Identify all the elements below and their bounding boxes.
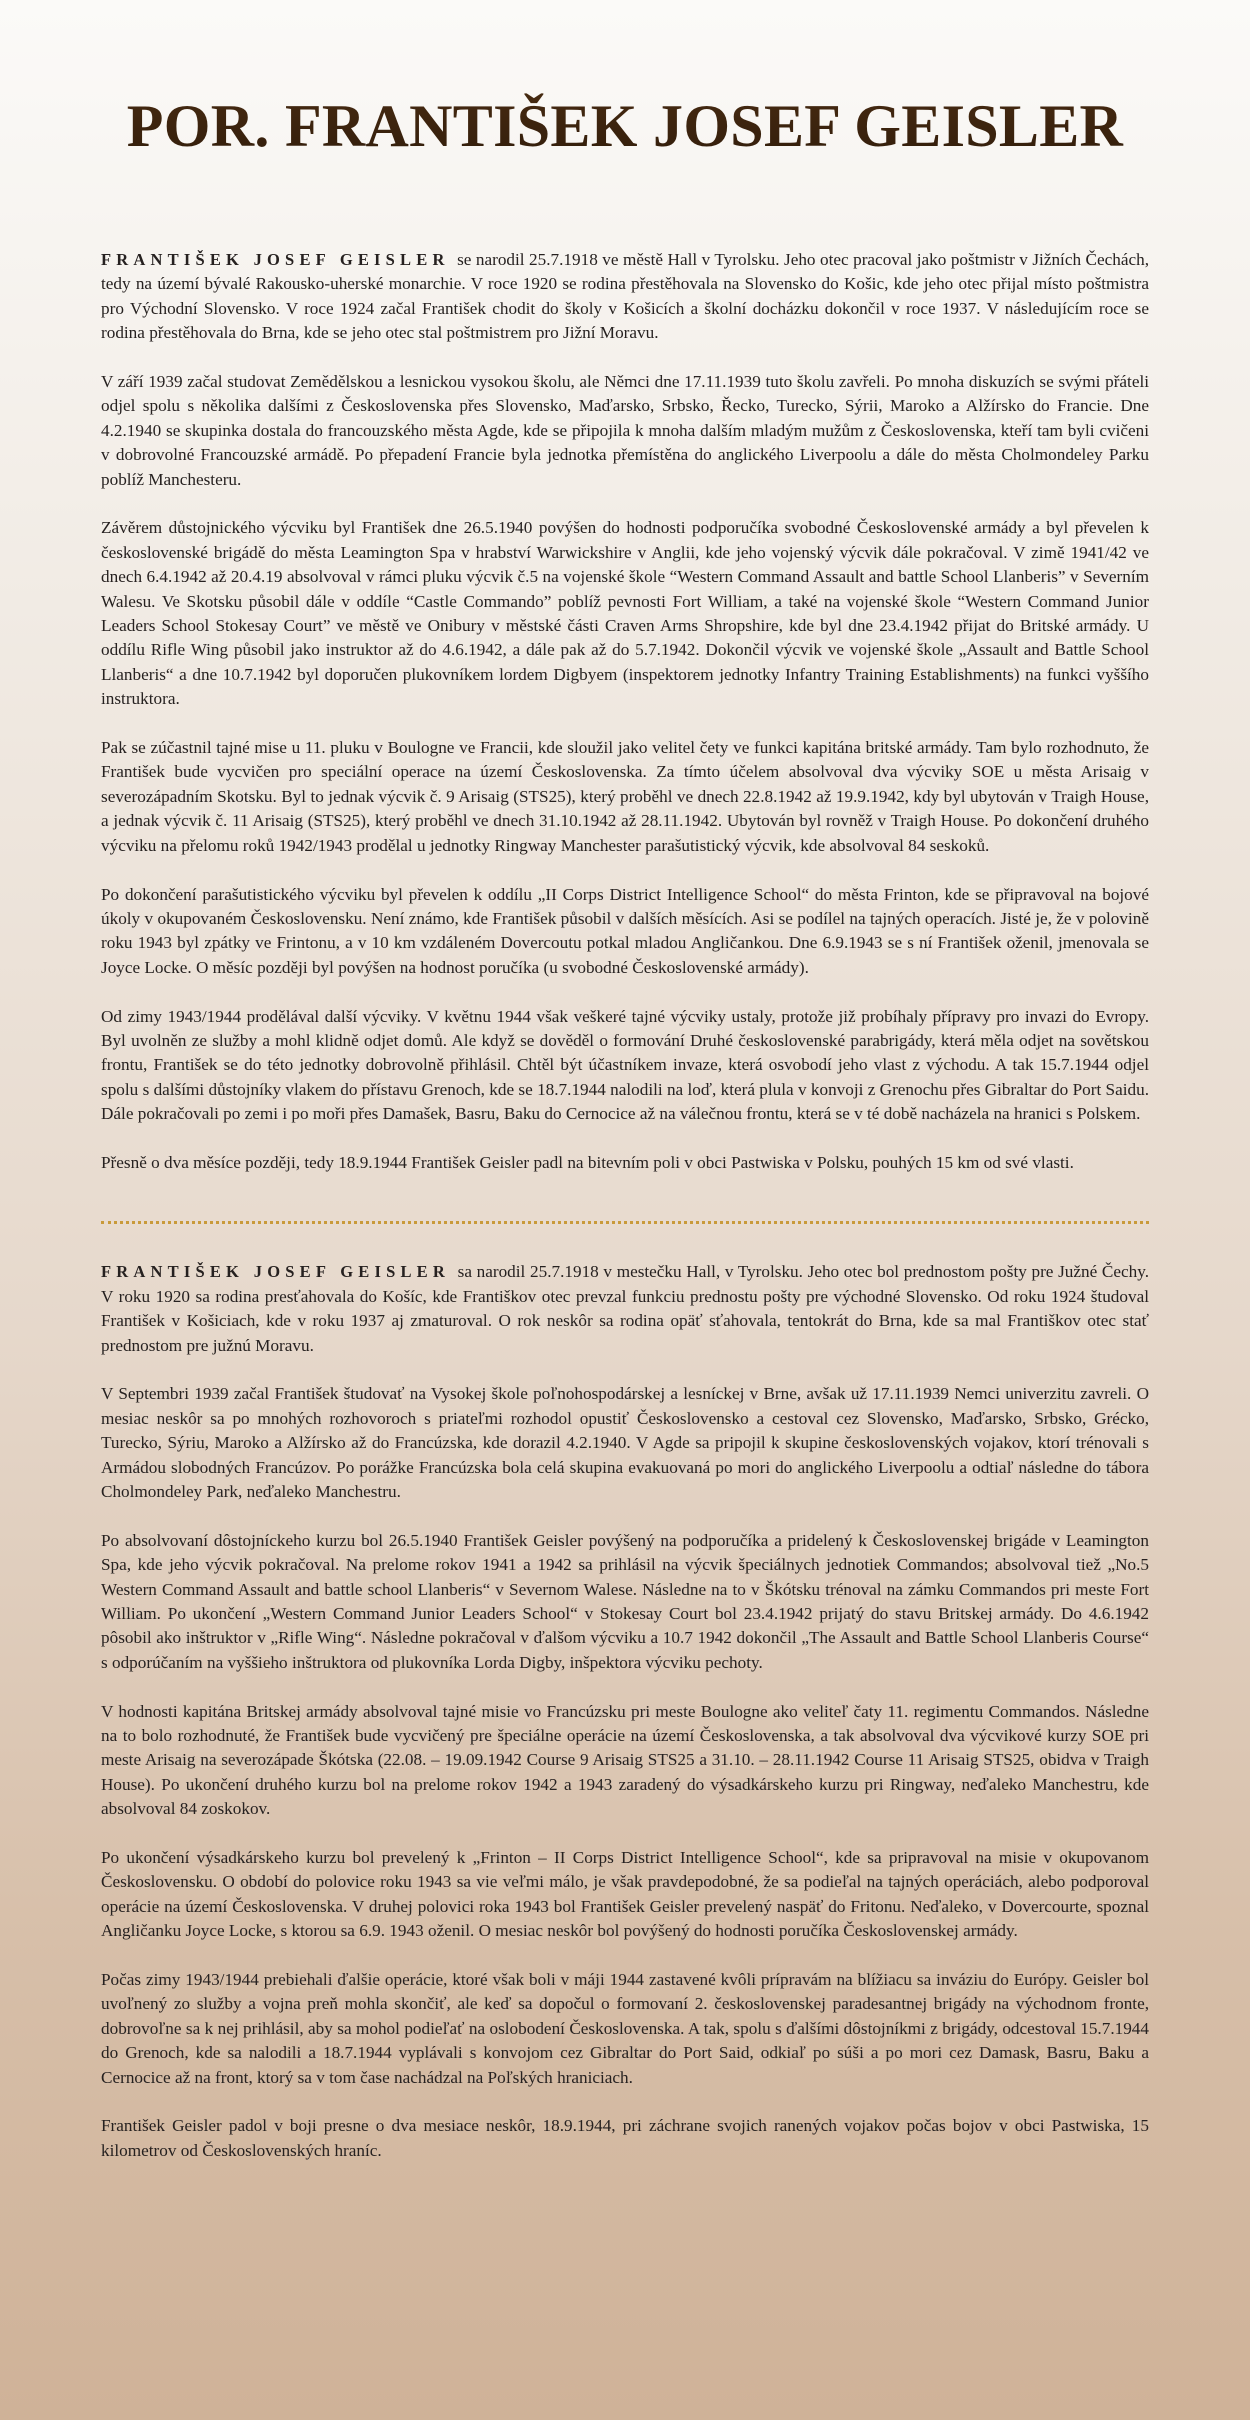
dotted-divider — [101, 1221, 1149, 1224]
cz-paragraph-5: Po dokončení parašutistického výcviku byl převelen k oddílu „II Corps District Intelligence School“ do města Frinton, kde se připravoval na bojové úkoly v okupovaném Československu. Není známo, kde František působil v dalších měsících. Asi se podílel na tajných operacích. Jisté je, že v polovině roku 1943 byl zpátky ve Frintonu, a v 10 km vzdáleném Dovercoutu potkal mladou Angličankou. Dne 6.9.1943 se s ní František oženil, jmenovala se Joyce Locke. O měsíc později byl povýšen na hodnost poručíka (u svobodné Československé armády). — [101, 884, 1149, 977]
sk-paragraph-3: Po absolvovaní dôstojníckeho kurzu bol 26.5.1940 František Geisler povýšený na podporučíka a pridelený k Československej brigáde v Leamington Spa, kde jeho výcvik pokračoval. Na prelome rokov 1941 a 1942 sa prihlásil na výcvik špeciálnych jednotiek Commandos; absolvoval tiež „No.5 Western Command Assault and battle school Llanberis“ v Severnom Walese. Následne na to v Škótsku trénoval na zámku Commandos pri meste Fort William. Po ukončení „Western Command Junior Leaders School“ v Stokesay Court bol 23.4.1942 prijatý do stavu Britskej armády. Do 4.6.1942 pôsobil ako inštruktor v „Rifle Wing“. Následne pokračoval v ďalšom výcviku a 10.7 1942 dokončil „The Assault and Battle School Llanberis Course“ s odporúčaním na vyššieho inštruktora od plukovníka Lorda Digby, inšpektora výcviku pechoty. — [101, 1530, 1149, 1672]
slovak-biography — [101, 1260, 1149, 2163]
sk-paragraph-4: V hodnosti kapitána Britskej armády absolvoval tajné misie vo Francúzsku pri meste Boulogne ako veliteľ čaty 11. regimentu Commandos. Následne na to bolo rozhodnuté, že František bude vycvičený pre špeciálne operácie na území Československa, a tak absolvoval dva výcvikové kurzy SOE pri meste Arisaig na severozápade Škótska (22.08. – 19.09.1942 Course 9 Arisaig STS25 a 31.10. – 28.11.1942 Course 11 Arisaig STS25, obidva v Traigh House). Po ukončení druhého kurzu bol na prelome rokov 1942 a 1943 zaradený do výsadkárskeho kurzu pri Ringway, neďaleko Manchestru, kde absolvoval 84 zoskokov. — [101, 1701, 1149, 1819]
cz-paragraph-7: Přesně o dva měsíce později, tedy 18.9.1944 František Geisler padl na bitevním poli v obci Pastwiska v Polsku, pouhých 15 km od své vlasti. — [101, 1152, 1074, 1172]
cz-paragraph-6: Od zimy 1943/1944 prodělával další výcviky. V květnu 1944 však veškeré tajné výcviky ustaly, protože již probíhaly přípravy pro invazi do Evropy. Byl uvolněn ze služby a mohl klidně odjet domů. Ale když se dověděl o formování Druhé československé parabrigády, která měla odjet na sovětskou frontu, František se do této jednotky dobrovolně přihlásil. Chtěl být účastníkem invaze, která osvobodí jeho vlast z východu. A tak 15.7.1944 odjel spolu s dalšími důstojníky vlakem do přístavu Grenoch, kde se 18.7.1944 nalodili na loď, která plula v konvoji z Grenochu přes Gibraltar do Port Saidu. Dále pokračovali po zemi i po moři přes Damašek, Basru, Baku do Cernocice až na válečnou frontu, která se v té době nacházela na hranici s Polskem. — [101, 1006, 1149, 1124]
sk-paragraph-2: V Septembri 1939 začal František študovať na Vysokej škole poľnohospodárskej a lesníckej v Brne, avšak už 17.11.1939 Nemci univerzitu zavreli. O mesiac neskôr sa po mnohých rozhovoroch s priateľmi rozhodol opustiť Československo a cestoval cez Slovensko, Maďarsko, Srbsko, Grécko, Turecko, Sýriu, Maroko a Alžírsko až do Francúzska, kde dorazil 4.2.1940. V Agde sa pripojil k skupine československých vojakov, ktorí trénovali s Armádou slobodných Francúzov. Po porážke Francúzska bola celá skupina evakuovaná po mori do anglického Liverpoolu a odtiaľ následne do tábora Cholmondeley Park, neďaleko Manchestru. — [101, 1384, 1149, 1501]
sk-paragraph-5: Po ukončení výsadkárskeho kurzu bol prevelený k „Frinton – II Corps District Intelligence School“, kde sa pripravoval na misie v okupovanom Československu. O období do polovice roku 1943 sa vie veľmi málo, je však pravdepodobné, že sa podieľal na tajných operáciách, alebo podporoval operácie na území Československa. V druhej polovici roka 1943 bol František Geisler prevelený naspäť do Fritonu. Neďaleko, v Dovercourte, spoznal Angličanku Joyce Locke, s ktorou sa 6.9. 1943 oženil. O mesiac neskôr bol povýšený do hodnosti poručíka Československej armády. — [101, 1848, 1149, 1941]
cz-paragraph-1 — [101, 248, 1149, 346]
cz-paragraph-4: Pak se zúčastnil tajné mise u 11. pluku v Boulogne ve Francii, kde sloužil jako velitel čety ve funkci kapitána britské armády. Tam bylo rozhodnuto, že František bude vycvičen pro speciální operace na území Československa. Za tímto účelem absolvoval dva výcviky SOE u města Arisaig v severozápadním Skotsku. Byl to jednak výcvik č. 9 Arisaig (STS25), který proběhl ve dnech 22.8.1942 až 19.9.1942, kdy byl ubytován v Traigh House, a jednak výcvik č. 11 Arisaig (STS25), který proběhl ve dnech 31.10.1942 až 28.11.1942. Ubytován byl rovněž v Traigh House. Po dokončení druhého výcviku na přelomu roků 1942/1943 prodělal u jednotky Ringway Manchester parašutistický výcvik, kde absolvoval 84 seskoků. — [101, 738, 1149, 855]
sk-paragraph-7: František Geisler padol v boji presne o dva mesiace neskôr, 18.9.1944, pri záchrane svojich ranených vojakov počas bojov v obci Pastwiska, 15 kilometrov od Československých hraníc. — [101, 2116, 1149, 2160]
sk-paragraph-6: Počas zimy 1943/1944 prebiehali ďalšie operácie, ktoré však boli v máji 1944 zastavené kvôli prípravám na blížiacu sa inváziu do Európy. Geisler bol uvoľnený zo služby a vojna preň mohla skončiť, ale keď sa dopočul o formovaní 2. československej paradesantnej brigády na východnom fronte, dobrovoľne sa k nej prihlásil, aby sa mohol podieľať na oslobodení Československa. A tak, spolu s ďalšími dôstojníkmi z brigády, odcestoval 15.7.1944 do Grenoch, kde sa nalodili a 18.7.1944 vyplávali s konvojom cez Gibraltar do Port Said, odkiaľ po súši a po mori cez Damask, Basru, Baku a Cernocice až na front, ktorý sa v tom čase nachádzal na Poľských hraniciach. — [101, 1970, 1149, 2087]
sk-paragraph-1-text: sa narodil 25.7.1918 v mestečku Hall, v Tyrolsku. Jeho otec bol prednostom pošty pre Južné Čechy. V roku 1920 sa rodina presťahovala do Košíc, kde Františkov otec prevzal funkciu prednostu pošty pre východné Slovensko. Od roku 1924 študoval František v Košiciach, kde v roku 1937 aj zmaturoval. O rok neskôr sa rodina opäť sťahovala, tentokrát do Brna, kde sa mal Františkov otec stať prednostom pre južnú Moravu. — [101, 1262, 1150, 1355]
cz-paragraph-2: V září 1939 začal studovat Zemědělskou a lesnickou vysokou školu, ale Němci dne 17.11.1939 tuto školu zavřeli. Po mnoha diskuzích se svými přáteli odjel spolu s několika dalšími z Československa přes Slovensko, Maďarsko, Srbsko, Řecko, Turecko, Sýrii, Maroko a Alžírsko do Francie. Dne 4.2.1940 se skupinka dostala do francouzského města Agde, kde se připojila k mnoha dalším mladým mužům z Československa, kteří tam byli cvičeni v dobrovolné Francouzské armádě. Po přepadení Francie byla jednotka přemístěna do anglického Liverpoolu a dále do města Cholmondeley Parku poblíž Manchesteru. — [101, 372, 1149, 489]
page-title: POR. FRANTIŠEK JOSEF GEISLER — [101, 0, 1149, 174]
sk-lead-name: FRANTIŠEK JOSEF GEISLER — [101, 1262, 450, 1282]
cz-paragraph-1-text: se narodil 25.7.1918 ve městě Hall v Tyrolsku. Jeho otec pracoval jako poštmistr v Jižních Čechách, tedy na území bývalé Rakousko-uherské monarchie. V roce 1920 se rodina přestěhovala na Slovensko do Košic, kde jeho otec přijal místo poštmistra pro Východní Slovensko. V roce 1924 začal František chodit do školy v Košicích a školní docházku dokončil v roce 1937. V následujícím roce se rodina přestěhovala do Brna, kde se jeho otec stal poštmistrem pro Jižní Moravu. — [101, 250, 1149, 343]
cz-paragraph-3: Závěrem důstojnického výcviku byl František dne 26.5.1940 povýšen do hodnosti podporučíka svobodné Československé armády a byl převelen k československé brigádě do města Leamington Spa v hrabství Warwickshire v Anglii, kde jeho vojenský výcvik dále pokračoval. V zimě 1941/42 ve dnech 6.4.1942 až 20.4.19 absolvoval v rámci pluku výcvik č.5 na vojenské škole “Western Command Assault and battle School Llanberis” v Severním Walesu. Ve Skotsku působil dále v oddíle “Castle Commando” poblíž pevnosti Fort William, a také na vojenské škole “Western Command Junior Leaders School Stokesay Court” ve městě ve Onibury v městské části Craven Arms Shropshire, kde byl dne 23.4.1942 přijat do Britské armády. U oddílu Rifle Wing působil jako instruktor až do 4.6.1942, a dále pak až do 5.7.1942. Dokončil výcvik ve vojenské škole „Assault and Battle School Llanberis“ a dne 10.7.1942 byl doporučen plukovníkem lordem Digbyem (inspektorem jednotky Infantry Training Establishments) na funkci vyššího instruktora. — [101, 518, 1149, 709]
sk-paragraph-1 — [101, 1260, 1149, 1358]
cz-lead-name: FRANTIŠEK JOSEF GEISLER — [101, 250, 450, 269]
czech-biography — [101, 248, 1149, 1175]
